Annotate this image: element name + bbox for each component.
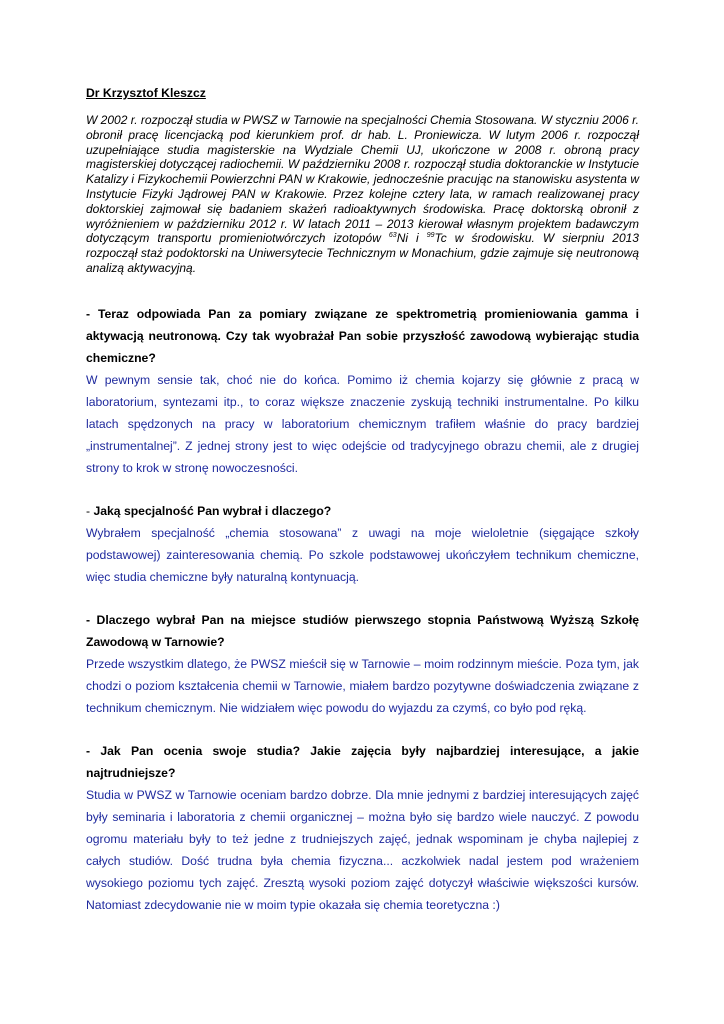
bio-conjunction: i xyxy=(408,231,427,246)
interview-question xyxy=(86,609,639,653)
isotope1-mass: 63 xyxy=(388,232,397,240)
interview-answer: Studia w PWSZ w Tarnowie oceniam bardzo dobrze. Dla mnie jednymi z bardziej interesujących zajęć były seminaria i laboratoria z chemii organicznej – można było się bardzo wiele nauczyć. Z powodu ogromu materiału były to też jedne z trudniejszych zajęć, jednak wspominam je chyba najlepiej z całych studiów. Dość trudna była chemia fizyczna... aczkolwiek nadal jestem pod wrażeniem wysokiego poziomu tych zajęć. Zresztą wysoki poziom zajęć dotyczył właściwie większości kursów. Natomiast zdecydowanie nie w moim typie okazała się chemia teoretyczna :) xyxy=(86,787,639,912)
question-prefix: - xyxy=(86,743,101,758)
interview-question xyxy=(86,500,639,522)
question-prefix: - xyxy=(86,503,94,518)
question-text: Teraz odpowiada Pan za pomiary związane ze spektrometrią promieniowania gamma i aktywacją neutronową. Czy tak wyobrażał Pan sobie przyszłość zawodową wybierając studia chemiczne? xyxy=(86,306,639,365)
isotope2-symbol: Tc xyxy=(434,231,447,246)
bio-text-part1: W 2002 r. rozpoczął studia w PWSZ w Tarnowie na specjalności Chemia Stosowana. W styczniu 2006 r. obronił pracę licencjacką pod kierunkiem prof. dr hab. L. Proniewicza. W lutym 2006 r. rozpoczął uzupełniające studia magisterskie na Wydziale Chemii UJ, ukończone w 2008 r. obroną pracy magisterskiej dotyczącej radiochemii. W październiku 2008 r. rozpoczął studia doktoranckie w Instytucie Katalizy i Fizykochemii Powierzchni PAN w Krakowie, jednocześnie pracując na stanowisku asystenta w Instytucie Fizyki Jądrowej PAN w Krakowie. Przez kolejne cztery lata, w ramach realizowanej pracy doktorskiej zajmował się badaniem skażeń radioaktywnych środowiska. Pracę doktorską obronił z wyróżnieniem w październiku 2012 r. W latach 2011 – 2013 kierował własnym projektem badawczym dotyczącym transportu promieniotwórczych izotopów xyxy=(86,113,639,246)
question-text: Jak Pan ocenia swoje studia? Jakie zajęcia były najbardziej interesujące, a jakie najtrudniejsze? xyxy=(86,743,639,780)
interview-question xyxy=(86,740,639,784)
isotope1-symbol: Ni xyxy=(396,231,409,246)
question-prefix: - xyxy=(86,612,97,627)
interview-answer: Wybrałem specjalność „chemia stosowana” z uwagi na moje wieloletnie (sięgające szkoły podstawowej) zainteresowania chemią. Po szkole podstawowej ukończyłem technikum chemiczne, więc studia chemiczne były naturalną kontynuacją. xyxy=(86,525,639,584)
interview-answer: Przede wszystkim dlatego, że PWSZ mieścił się w Tarnowie – moim rodzinnym mieście. Poza tym, jak chodzi o poziom kształcenia chemii w Tarnowie, miałem bardzo pozytywne doświadczenia związane z technikum chemicznym. Nie widziałem więc powodu do wyjazdu za czymś, co było pod ręką. xyxy=(86,656,639,715)
interview-block-1 xyxy=(86,303,639,479)
interview-question xyxy=(86,303,639,369)
question-text: Dlaczego wybrał Pan na miejsce studiów pierwszego stopnia Państwową Wyższą Szkołę Zawodową w Tarnowie? xyxy=(86,612,639,649)
question-prefix: - xyxy=(86,306,98,321)
document-page xyxy=(86,86,639,916)
interview-block-2 xyxy=(86,500,639,588)
interview-block-4 xyxy=(86,740,639,916)
person-name-heading: Dr Krzysztof Kleszcz xyxy=(86,86,206,100)
question-text: Jaką specjalność Pan wybrał i dlaczego? xyxy=(93,503,332,518)
biography-paragraph xyxy=(86,113,639,276)
interview-answer: W pewnym sensie tak, choć nie do końca. Pomimo iż chemia kojarzy się głównie z pracą w laboratorium, syntezami itp., to coraz większe znaczenie zyskują techniki instrumentalne. Po kilku latach spędzonych na pracy w laboratorium chemicznym trafiłem właśnie do pracy bardziej „instrumentalnej”. Z jednej strony jest to więc odejście od tradycyjnego obrazu chemii, ale z drugiej strony to krok w stronę nowoczesności. xyxy=(86,372,639,475)
interview-block-3 xyxy=(86,609,639,719)
bio-text-part2: w środowisku. W sierpniu 2013 rozpoczął staż podoktorski na Uniwersytecie Technicznym w Monachium, gdzie zajmuje się neutronową analizą aktywacyjną. xyxy=(86,231,639,275)
isotope2-mass: 99 xyxy=(426,232,435,240)
